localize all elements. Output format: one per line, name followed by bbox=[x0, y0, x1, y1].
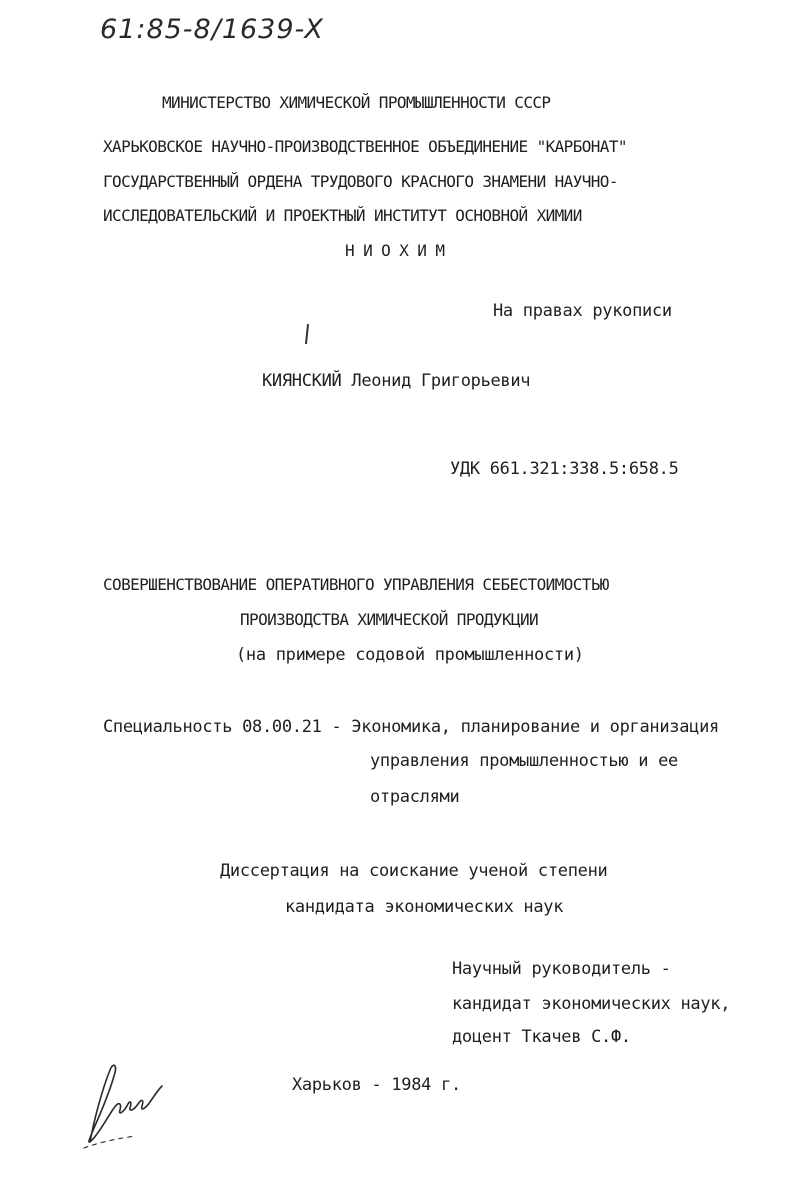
author-name: КИЯНСКИЙ Леонид Григорьевич bbox=[262, 371, 531, 391]
institute-name-line2: ИССЛЕДОВАТЕЛЬСКИЙ И ПРОЕКТНЫЙ ИНСТИТУТ ОСНОВНОЙ ХИМИИ bbox=[103, 206, 582, 225]
specialty-line1: Специальность 08.00.21 - Экономика, планирование и организация bbox=[103, 717, 719, 737]
institute-name-line1: ГОСУДАРСТВЕННЫЙ ОРДЕНА ТРУДОВОГО КРАСНОГО ЗНАМЕНИ НАУЧНО- bbox=[103, 172, 618, 191]
dissertation-title-line2: ПРОИЗВОДСТВА ХИМИЧЕСКОЙ ПРОДУКЦИИ bbox=[240, 610, 539, 629]
ministry-name: МИНИСТЕРСТВО ХИМИЧЕСКОЙ ПРОМЫШЛЕННОСТИ СССР bbox=[162, 93, 551, 112]
specialty-line2: управления промышленностью и ее bbox=[370, 751, 678, 771]
supervisor-line2: кандидат экономических наук, bbox=[452, 994, 731, 1014]
supervisor-line1: Научный руководитель - bbox=[452, 959, 671, 979]
dissertation-title-line1: СОВЕРШЕНСТВОВАНИЕ ОПЕРАТИВНОГО УПРАВЛЕНИЯ СЕБЕСТОИМОСТЬЮ bbox=[103, 575, 609, 594]
association-name: ХАРЬКОВСКОЕ НАУЧНО-ПРОИЗВОДСТВЕННОЕ ОБЪЕДИНЕНИЕ "КАРБОНАТ" bbox=[103, 137, 627, 156]
degree-line1: Диссертация на соискание ученой степени bbox=[220, 861, 608, 881]
archive-handwritten-note: 61:85-8/1639-X bbox=[100, 14, 324, 45]
place-and-year: Харьков - 1984 г. bbox=[292, 1075, 461, 1095]
supervisor-line3: доцент Ткачев С.Ф. bbox=[452, 1027, 631, 1047]
handwritten-signature bbox=[80, 1050, 180, 1150]
specialty-line3: отраслями bbox=[370, 787, 460, 807]
manuscript-rights-note: На правах рукописи bbox=[493, 301, 672, 321]
dissertation-subtitle: (на примере содовой промышленности) bbox=[236, 645, 584, 665]
institute-acronym: Н И О Х И М bbox=[345, 241, 445, 260]
handwritten-mark bbox=[305, 324, 309, 344]
degree-line2: кандидата экономических наук bbox=[285, 897, 564, 917]
udc-code: УДК 661.321:338.5:658.5 bbox=[450, 459, 679, 479]
